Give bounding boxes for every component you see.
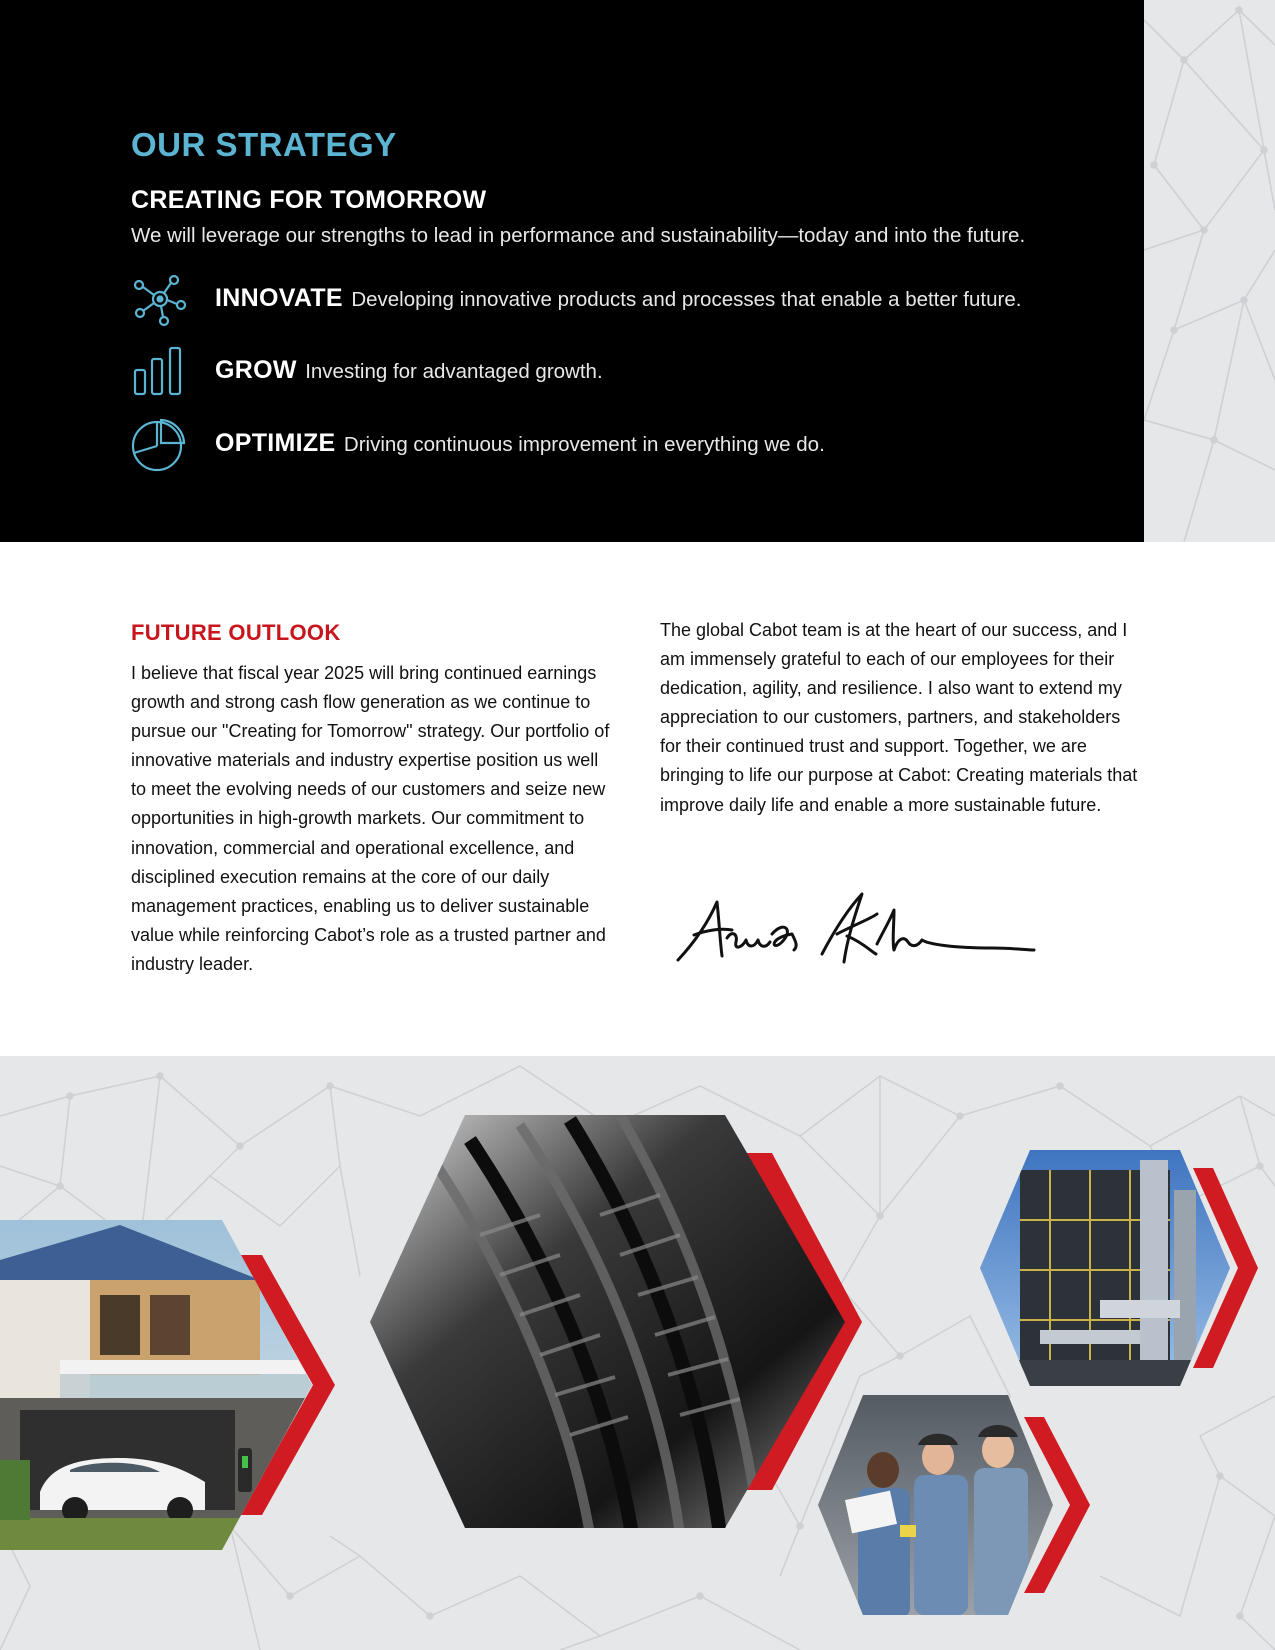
house-ev-charging-photo	[0, 1220, 335, 1550]
tire-tread-photo	[370, 1115, 865, 1530]
pillar-description: Developing innovative products and processes that enable a better future.	[351, 288, 1022, 311]
network-pattern-background	[1144, 0, 1275, 542]
workers-photo	[818, 1395, 1093, 1620]
pillar-description: Driving continuous improvement in everything we do.	[343, 433, 825, 456]
outlook-paragraph-right: The global Cabot team is at the heart of our success, and I am immensely grateful to each of our employees for their dedication, agility, and resilience. I also want to extend my appreciation to our customers, partners, and stakeholders for their continued trust and support. Together, we are bringing to life our purpose at Cabot: Creating materials that improve daily life and enable a more sustainable future.	[660, 620, 1138, 815]
strategy-subtitle: CREATING FOR TOMORROW	[131, 186, 487, 214]
outlook-paragraph-left: I believe that fiscal year 2025 will bring continued earnings growth and strong cash flow generation as we continue to pursue our "Creating for Tomorrow" strategy. Our portfolio of innovative materials and industry expertise position us well to meet the evolving needs of our customers and seize new opportunities in high-growth markets. Our commitment to innovation, commercial and operational excellence, and disciplined execution remains at the core of our daily management practices, enabling us to deliver sustainable value while reinforcing Cabot’s role as a trusted partner and industry leader.	[131, 663, 610, 974]
strategy-lead: We will leverage our strengths to lead in performance and sustainability—today and into the future.	[131, 224, 1026, 247]
pillar-name: GROW	[215, 356, 297, 384]
pillar-name: OPTIMIZE	[215, 429, 336, 457]
pillar-innovate	[131, 272, 1131, 328]
strategy-title: OUR STRATEGY	[131, 126, 397, 163]
future-outlook-title: FUTURE OUTLOOK	[131, 620, 341, 645]
pillar-grow	[131, 344, 1131, 400]
bar-chart-icon	[131, 344, 189, 400]
signature-icon	[672, 890, 1037, 970]
pillar-description: Investing for advantaged growth.	[305, 360, 603, 383]
industrial-plant-photo	[980, 1150, 1260, 1388]
network-icon	[131, 272, 189, 328]
pillar-name: INNOVATE	[215, 284, 343, 312]
strategy-section	[0, 0, 1144, 542]
pillar-optimize	[131, 417, 1131, 473]
pie-chart-icon	[131, 417, 189, 473]
